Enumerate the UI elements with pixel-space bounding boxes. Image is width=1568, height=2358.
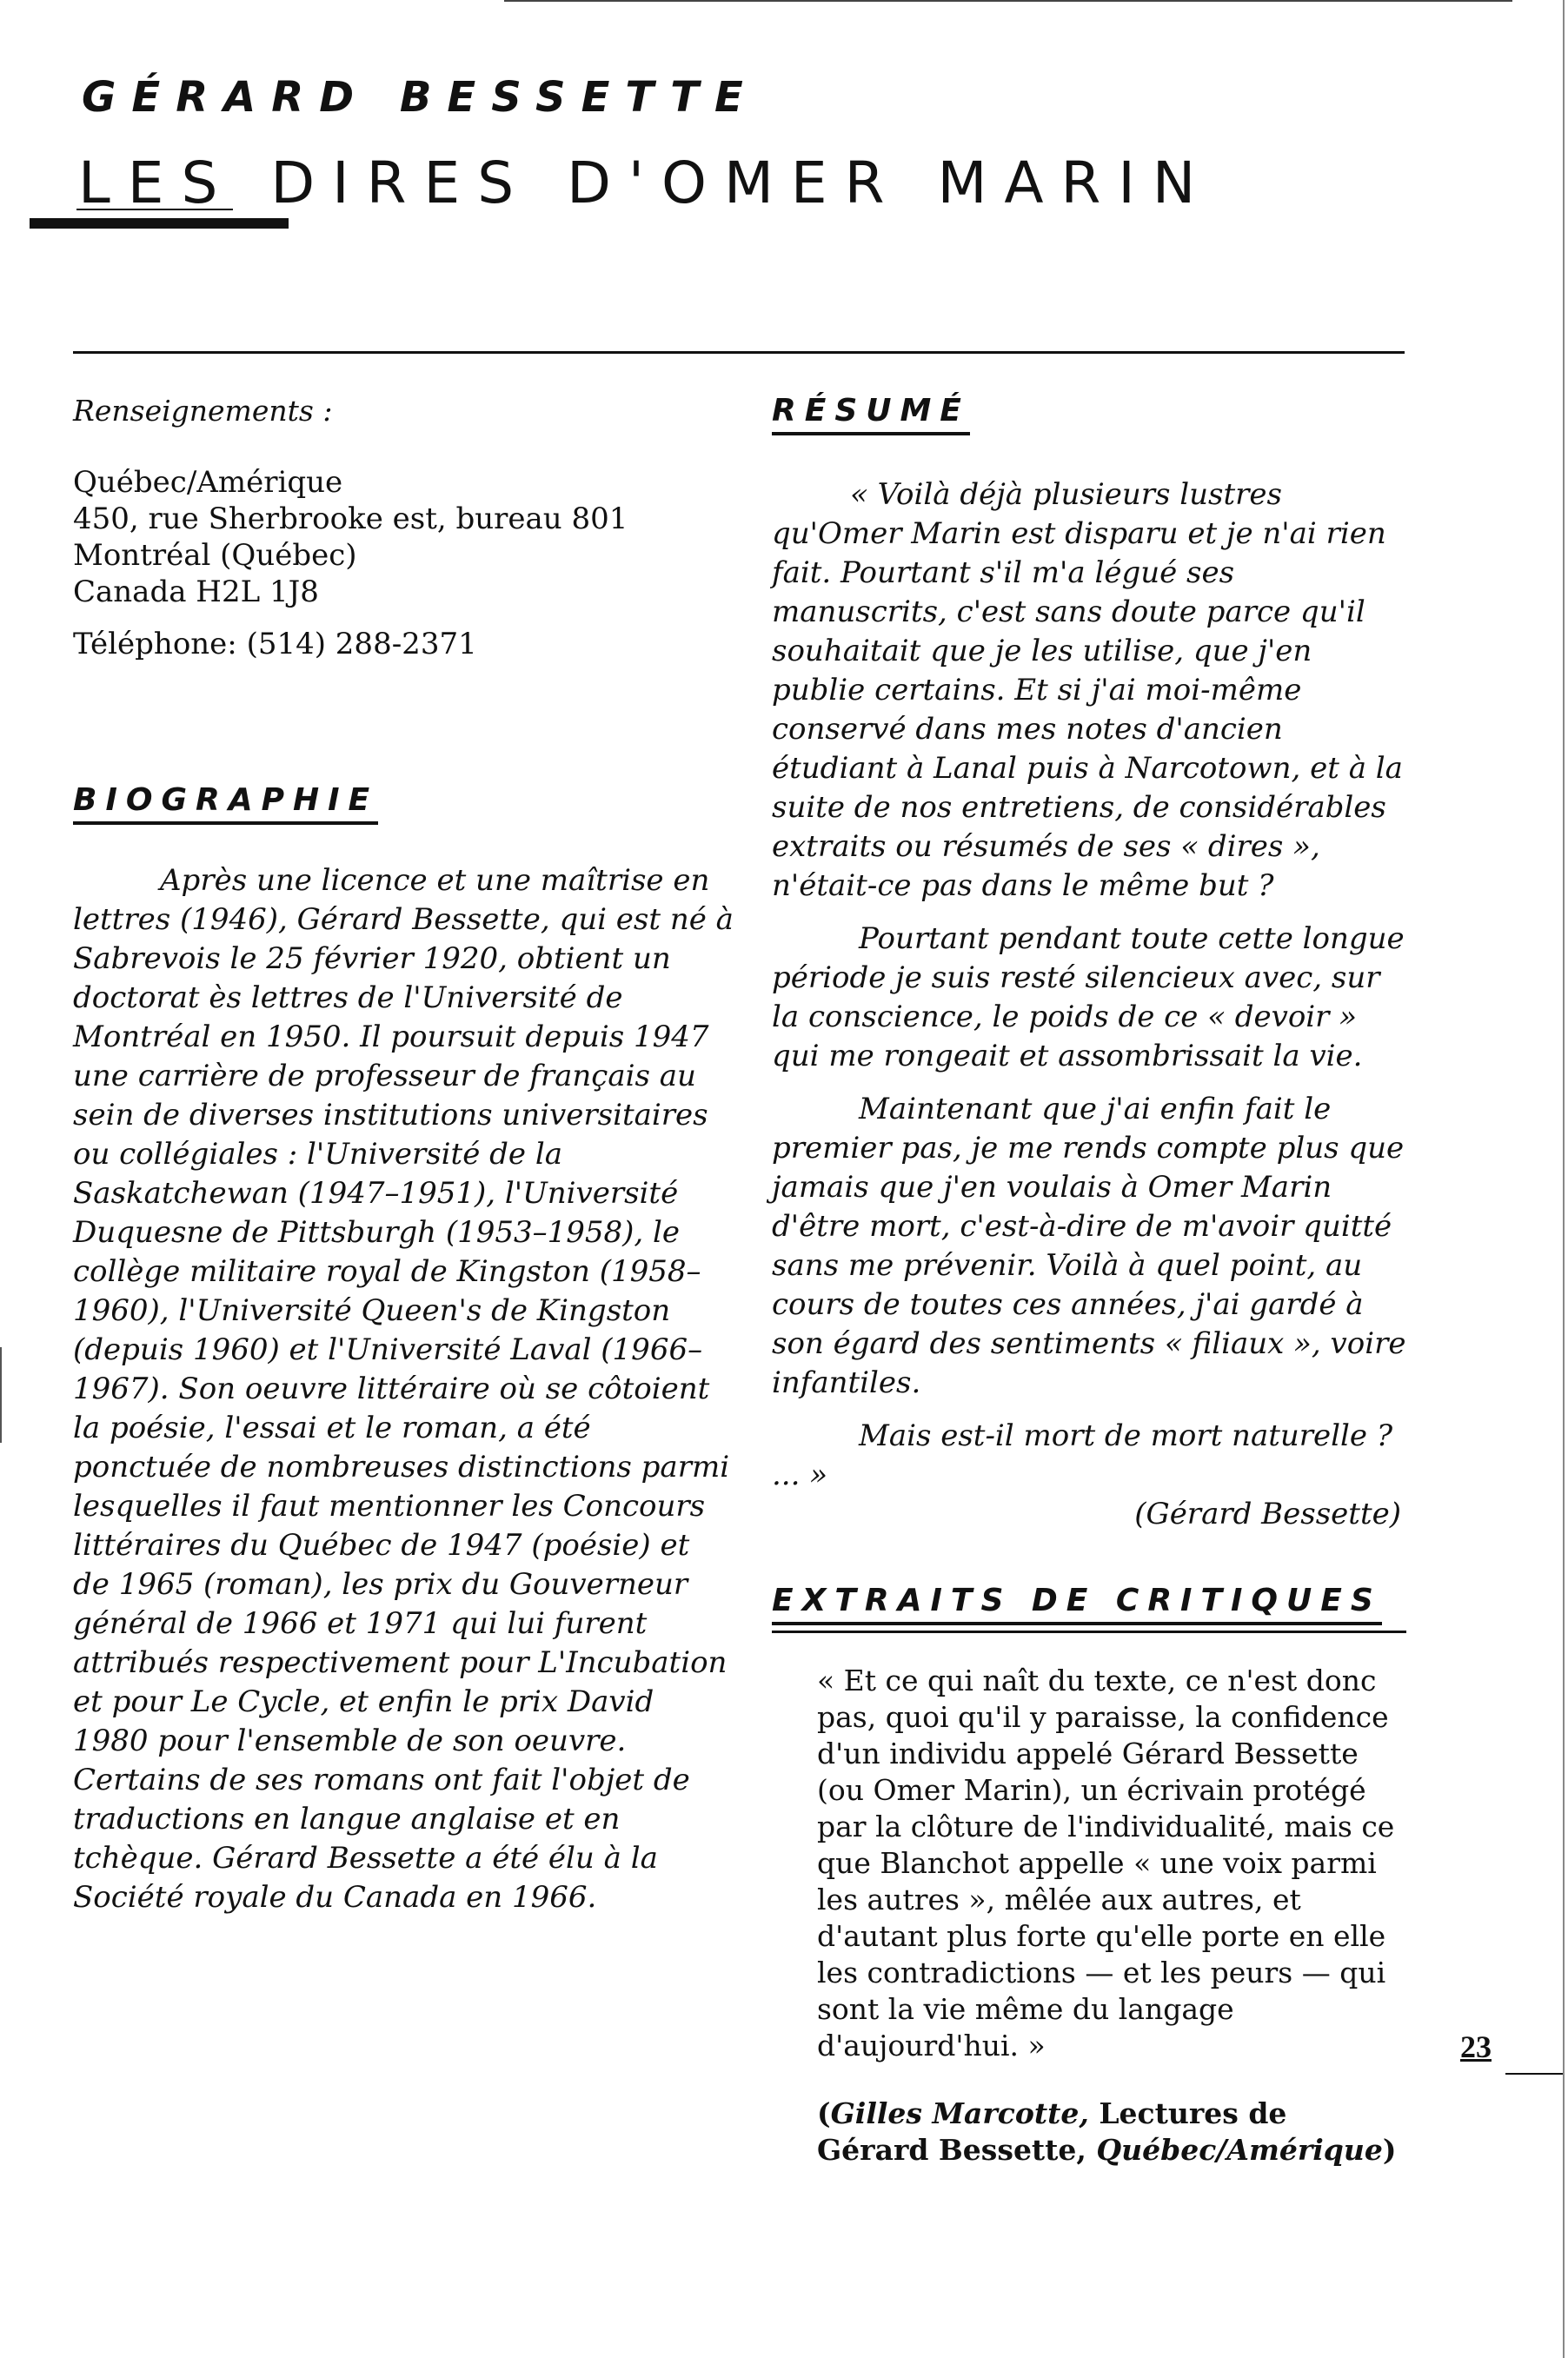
page-number-rule: [1505, 2073, 1563, 2075]
page-top-rule: [504, 0, 1512, 2]
address-line-country: Canada H2L 1J8: [73, 575, 319, 609]
critique-source: [817, 2096, 1406, 2169]
critique-source-open: (: [817, 2096, 831, 2130]
left-column: [73, 393, 734, 1917]
biography-text: Après une licence et une maîtrise en lettres (1946), Gérard Bessette, qui est né à Sabrevois le 25 février 1920, obtient un doctorat ès lettres de l'Université de Montréal en 1950. Il poursuit depuis 1947 une carrière de professeur de français au sein de diverses institutions universitaires ou collégiales : l'Université de la Saskatchewan (1947–1951), l'Université Duquesne de Pittsburgh (1953–1958), le collège militaire royal de Kingston (1958–1960), l'Université Queen's de Kingston (depuis 1960) et l'Université Laval (1966–1967). Son oeuvre littéraire où se côtoient la poésie, l'essai et le roman, a été ponctuée de nombreuses distinctions parmi lesquelles il faut mentionner les Concours littéraires du Québec de 1947 (poésie) et de 1965 (roman), les prix du Gouverneur général de 1966 et 1971 qui lui furent attribués respectivement pour L'Incubation et pour Le Cycle, et enfin le prix David 1980 pour l'ensemble de son oeuvre. Certains de ses romans ont fait l'objet de traductions en langue anglaise et en tchèque. Gérard Bessette a été élu à la Société royale du Canada en 1966.: [73, 863, 734, 1915]
section-rule: [73, 351, 1405, 354]
resume-attribution: (Gérard Bessette): [1134, 1497, 1401, 1531]
resume-heading: RÉSUMÉ: [772, 393, 970, 435]
resume-paragraph-2: Pourtant pendant toute cette longue période je suis resté silencieux avec, sur la conscience, le poids de ce « devoir » qui me rongeait et assombrissait la vie.: [772, 921, 1405, 1073]
critique-quote: « Et ce qui naît du texte, ce n'est donc pas, quoi qu'il y paraisse, la confidence d'un individu appelé Gérard Bessette (ou Omer Marin), un écrivain protégé par la clôture de l'individualité, mais ce que Blanchot appelle « une voix parmi les autres », mêlée aux autres, et d'autant plus forte qu'elle porte en elle les contradictions — et les peurs — qui sont la vie même du langage d'aujourd'hui. »: [817, 1664, 1395, 2062]
critique-work: Lectures de Gérard Bessette,: [817, 2096, 1287, 2167]
critiques-rule: [772, 1631, 1406, 1633]
address-line-street: 450, rue Sherbrooke est, bureau 801: [73, 501, 628, 536]
address-line-city: Montréal (Québec): [73, 538, 357, 573]
info-label: Renseignements :: [73, 394, 333, 428]
scan-edge-mark: [0, 1347, 2, 1443]
phone-number: Téléphone: (514) 288-2371: [73, 627, 477, 661]
critique-source-close: ): [1382, 2133, 1397, 2167]
resume-paragraph-3: Maintenant que j'ai enfin fait le premier pas, je me rends compte plus que jamais que j'en voulais à Omer Marin d'être mort, c'est-à-dire de m'avoir quitté sans me prévenir. Voilà à quel point, au cours de toutes ces années, j'ai gardé à son égard des sentiments « filiaux », voire infantiles.: [772, 1092, 1406, 1400]
title-bar: [30, 218, 289, 229]
resume-paragraph-1: « Voilà déjà plusieurs lustres qu'Omer Marin est disparu et je n'ai rien fait. Pourtant s'il m'a légué ses manuscrits, c'est sans doute parce qu'il souhaitait que je les utilise, que j'en publie certains. Et si j'ai moi-même conservé dans mes notes d'ancien étudiant à Lanal puis à Narcotown, et à la suite de nos entretiens, de considérables extraits ou résumés de ses « dires », n'était-ce pas dans le même but ?: [772, 477, 1403, 903]
book-title: LES DIRES D'OMER MARIN: [78, 149, 1213, 216]
author-name: GÉRARD BESSETTE: [82, 73, 759, 122]
scan-edge-right: [1563, 0, 1565, 2358]
page-number: 23: [1460, 2029, 1492, 2064]
critique-publisher: Québec/Amérique: [1096, 2133, 1383, 2167]
title-underline: [76, 209, 233, 210]
right-column: [772, 393, 1406, 2169]
biography-heading: BIOGRAPHIE: [73, 782, 378, 825]
resume-paragraph-4: Mais est-il mort de mort naturelle ? ... »: [772, 1418, 1393, 1492]
critiques-heading: EXTRAITS DE CRITIQUES: [772, 1583, 1382, 1625]
address-line-publisher: Québec/Amérique: [73, 465, 343, 500]
critique-author: Gilles Marcotte,: [830, 2096, 1089, 2130]
